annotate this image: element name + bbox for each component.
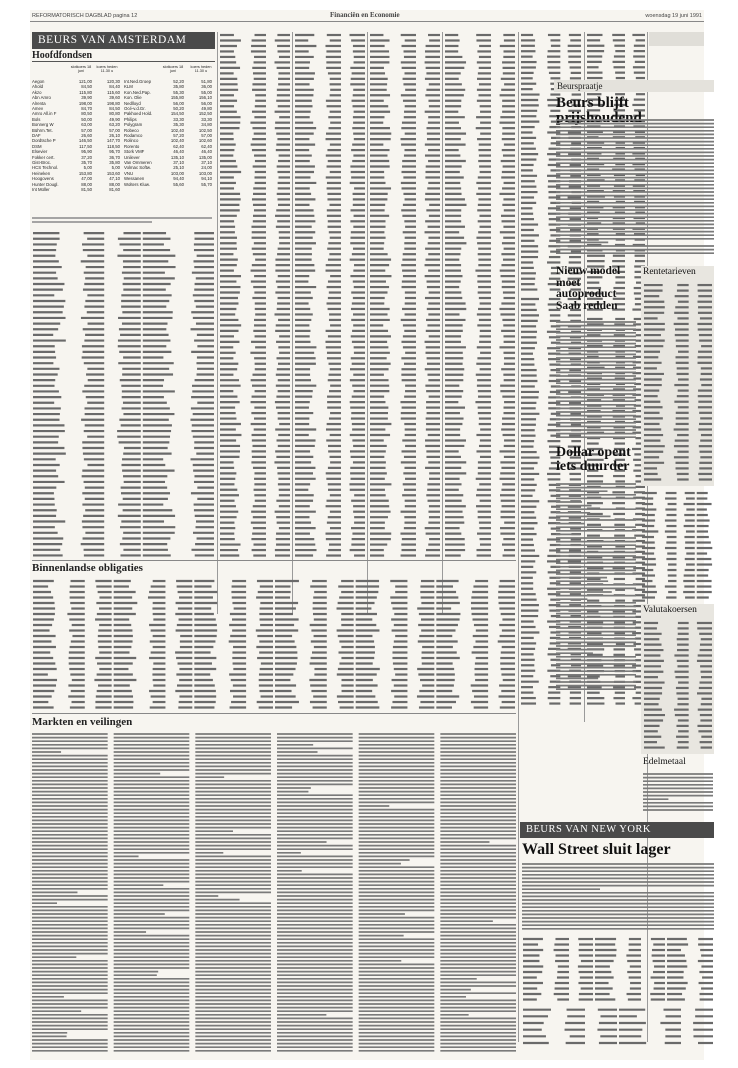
fund-name: Heineken <box>32 170 51 176</box>
fund-close: 52,20 <box>173 79 184 84</box>
fund-name: Bols <box>32 116 41 122</box>
fund-close: 154,50 <box>170 111 184 117</box>
fund-close: 35,30 <box>173 122 184 128</box>
fund-close: 56,00 <box>173 100 184 106</box>
fund-close: 5,00 <box>83 165 92 171</box>
header-section: Financiën en Economie <box>330 11 400 19</box>
fund-close: 35,70 <box>81 160 92 165</box>
fund-now: 102,60 <box>198 138 212 144</box>
fund-name: Dordtsche P <box>32 138 56 144</box>
newyork-title: Wall Street sluit lager <box>522 841 671 858</box>
fund-name: Kon. Olie <box>124 95 142 101</box>
fund-name: HCS Technol. <box>32 165 59 171</box>
fund-close: 94,40 <box>173 176 184 182</box>
fund-now: 84,40 <box>109 84 120 90</box>
fund-close: 50,00 <box>81 116 92 122</box>
fund-close: 84,50 <box>81 84 92 90</box>
fund-now: 55,70 <box>201 181 212 187</box>
hoofdfondsen-header-cell: koers heden 11.30 u <box>96 65 118 73</box>
saab-title: Nieuw model moet autoproduct Saab redden <box>556 265 621 312</box>
dowjones-table <box>522 1006 714 1046</box>
fund-close: 35,80 <box>173 84 184 90</box>
fund-name: DAF <box>32 133 41 138</box>
fund-name: Wolters Kluw. <box>124 181 150 187</box>
section-rule <box>32 713 516 714</box>
fund-close: 135,10 <box>170 154 184 160</box>
fund-close: 57,20 <box>173 133 184 138</box>
fund-name: Abn Amro <box>32 95 51 101</box>
fund-now: 51,80 <box>201 79 212 84</box>
fund-close: 80,50 <box>81 111 92 117</box>
amsterdam-stock-table <box>219 32 291 558</box>
fund-name: Robeco <box>124 127 139 133</box>
fund-name: Stork VMF <box>124 149 145 155</box>
fund-now: 33,30 <box>201 116 212 122</box>
running-header <box>30 10 704 22</box>
amsterdam-stock-table <box>294 32 366 558</box>
fund-close: 62,40 <box>173 143 184 149</box>
fund-now: 37,10 <box>201 160 212 165</box>
hoofdfondsen-row <box>32 187 122 192</box>
fund-name: Polygram <box>124 122 143 128</box>
column-rule <box>518 32 519 1042</box>
rentetarieven-title: Rentetarieven <box>643 267 696 277</box>
obligaties-table <box>32 578 516 710</box>
fund-close: 37,20 <box>81 154 92 160</box>
fund-close: 88,00 <box>81 181 92 187</box>
fund-close: 57,00 <box>81 127 92 133</box>
edelmetaal-body <box>643 772 713 812</box>
hoofdfondsen-header-cell: slotkoers 18 juni <box>162 65 184 73</box>
fund-close: 50,20 <box>173 106 184 111</box>
fund-name: Volmac Softw. <box>124 165 151 171</box>
fund-close: 153,80 <box>78 170 92 176</box>
newyork-banner-block <box>520 822 714 838</box>
markten-text <box>32 732 516 1054</box>
fund-close: 81,50 <box>81 187 92 192</box>
fund-now: 81,60 <box>109 187 120 192</box>
fund-now: 118,50 <box>107 143 120 149</box>
fund-now: 35,80 <box>109 160 120 165</box>
beurspraatje-header <box>554 80 714 92</box>
fund-close: 37,10 <box>173 160 184 165</box>
fund-now: 5,00 <box>111 165 120 171</box>
fund-now: 198,80 <box>106 100 120 106</box>
fund-name: Rorento <box>124 143 140 149</box>
hoofdfondsen-table <box>32 65 215 215</box>
fund-name: Hunter Dougl. <box>32 181 59 187</box>
hoofdfondsen-footnote <box>32 216 215 226</box>
fund-name: Bührm.Tet. <box>32 127 53 133</box>
wisselmarkt-table <box>641 490 714 600</box>
fund-name: VNU <box>124 170 134 176</box>
fund-name: Philips <box>124 116 137 122</box>
fund-name: Int.Ned.Groep <box>124 79 151 84</box>
fund-now: 94,10 <box>201 176 212 182</box>
fund-name: DSM <box>32 143 42 149</box>
fund-name: Kon.Ned.Pap. <box>124 89 151 95</box>
fund-now: 152,50 <box>198 111 212 117</box>
fund-now: 24,00 <box>201 165 212 171</box>
fund-name: Elsevier <box>32 149 48 155</box>
fund-close: 55,30 <box>173 89 184 95</box>
column-rule <box>442 32 443 614</box>
fund-now: 57,00 <box>109 127 120 133</box>
header-date: woensdag 19 juni 1991 <box>645 13 702 19</box>
obligaties-heading <box>32 562 516 574</box>
fund-name: Van Ommeren <box>124 160 152 165</box>
fund-close: 146,50 <box>78 138 92 144</box>
hoofdfondsen-row <box>124 182 214 187</box>
valutakoersen-title: Valutakoersen <box>643 605 697 615</box>
fund-close: 55,60 <box>173 181 184 187</box>
fund-now: 57,00 <box>201 133 212 138</box>
fund-now: 156,10 <box>198 95 212 101</box>
fund-name: Alrenta <box>32 100 46 106</box>
fund-close: 102,40 <box>170 127 184 133</box>
fund-now: 103,00 <box>198 170 212 176</box>
fund-now: 153,60 <box>106 170 120 176</box>
fund-name: Akzo <box>32 89 42 95</box>
beurspraatje-body <box>556 118 714 258</box>
hoofdfondsen-header-cell: koers heden 11.30 u <box>190 65 212 73</box>
fund-name: Nedlloyd <box>124 100 141 106</box>
fund-close: 115,80 <box>79 89 92 95</box>
fund-now: 26,10 <box>109 133 120 138</box>
fund-name: Ahold <box>32 84 43 90</box>
fund-name: Hoogovens <box>32 176 54 182</box>
beurspraatje-title: Beurs blijft prijshoudend <box>556 95 642 126</box>
fund-name: Wessanen <box>124 176 145 182</box>
fund-now: 120,30 <box>106 79 120 84</box>
fund-now: 47,10 <box>109 176 120 182</box>
column-rule <box>367 32 368 614</box>
header-left: REFORMATORISCH DAGBLAD pagina 12 <box>32 13 138 19</box>
fund-now: 80,80 <box>109 111 120 117</box>
fund-now: 34,80 <box>201 122 212 128</box>
fund-now: 56,00 <box>201 100 212 106</box>
fund-name: KLM <box>124 84 133 90</box>
fund-close: 121,00 <box>78 79 92 84</box>
fund-close: 26,60 <box>81 133 92 138</box>
fund-now: 63,20 <box>109 122 120 128</box>
markten-title: Markten en veilingen <box>32 716 133 728</box>
fund-now: 102,50 <box>198 127 212 133</box>
amsterdam-stock-table <box>32 230 215 558</box>
section-rule <box>32 560 516 561</box>
fund-close: 46,40 <box>173 149 184 155</box>
column-rule <box>292 32 293 614</box>
hoofdfondsen-heading <box>32 50 215 62</box>
fund-close: 84,70 <box>81 106 92 111</box>
newyork-stock-table <box>522 936 714 1002</box>
fund-now: 39,60 <box>109 95 120 101</box>
fund-now: 115,60 <box>107 89 120 95</box>
hoofdfondsen-title: Hoofdfondsen <box>32 50 93 61</box>
fund-name: Amro All.in F <box>32 111 57 117</box>
newyork-body <box>522 862 714 932</box>
fund-name: Gist-Broc. <box>32 160 52 165</box>
fund-now: 88,00 <box>109 181 120 187</box>
fund-now: 135,00 <box>198 154 212 160</box>
fund-close: 155,80 <box>170 95 184 101</box>
fund-close: 25,10 <box>173 165 184 171</box>
markten-heading <box>32 716 516 728</box>
amsterdam-stock-table <box>369 32 441 558</box>
fund-now: 62,40 <box>201 143 212 149</box>
fund-name: Aegon <box>32 79 45 84</box>
fund-name: Rolinco <box>124 138 139 144</box>
beurspraatje-label-box <box>649 32 704 46</box>
fund-close: 103,00 <box>170 170 184 176</box>
fund-now: 95,70 <box>109 149 120 155</box>
fund-name: Int Müller <box>32 187 50 192</box>
fund-now: 36,00 <box>201 84 212 90</box>
saab-body <box>556 320 636 440</box>
fund-close: 102,40 <box>170 138 184 144</box>
fund-now: 84,50 <box>109 106 120 111</box>
fund-close: 39,90 <box>81 95 92 101</box>
fund-now: 147,70 <box>106 138 120 144</box>
edelmetaal-title: Edelmetaal <box>643 757 686 767</box>
beurspraatje-label: Beurspraatje <box>557 81 603 91</box>
fund-name: Bonnerg W <box>32 122 54 128</box>
fund-name: Pakhoed Hold. <box>124 111 153 117</box>
fund-now: 55,00 <box>201 89 212 95</box>
fund-name: Rodamco <box>124 133 143 138</box>
amsterdam-banner-text: BEURS VAN AMSTERDAM <box>38 34 187 46</box>
fund-close: 95,90 <box>81 149 92 155</box>
fund-name: Océ-v.d.Gr. <box>124 106 146 111</box>
fund-now: 49,90 <box>109 116 120 122</box>
fund-close: 33,30 <box>173 116 184 122</box>
newyork-banner-text: BEURS VAN NEW YORK <box>526 824 652 835</box>
fund-close: 198,00 <box>78 100 92 106</box>
obligaties-title: Binnenlandse obligaties <box>32 562 143 574</box>
rentetarieven-table <box>643 282 713 482</box>
fund-name: Fokker cert. <box>32 154 55 160</box>
fund-now: 46,40 <box>201 149 212 155</box>
dollar-title: Dollar opent iets duurder <box>556 445 631 474</box>
fund-name: Unilever <box>124 154 140 160</box>
column-rule <box>217 32 218 614</box>
amsterdam-banner <box>32 32 215 49</box>
dollar-body <box>556 482 636 692</box>
fund-close: 47,00 <box>81 176 92 182</box>
hoofdfondsen-header-cell: slotkoers 18 juni <box>70 65 92 73</box>
fund-name: Amev <box>32 106 43 111</box>
fund-now: 49,80 <box>201 106 212 111</box>
fund-close: 63,00 <box>81 122 92 128</box>
fund-close: 117,50 <box>79 143 92 149</box>
fund-now: 36,70 <box>109 154 120 160</box>
amsterdam-stock-table <box>444 32 516 558</box>
valutakoersen-table <box>643 620 713 750</box>
